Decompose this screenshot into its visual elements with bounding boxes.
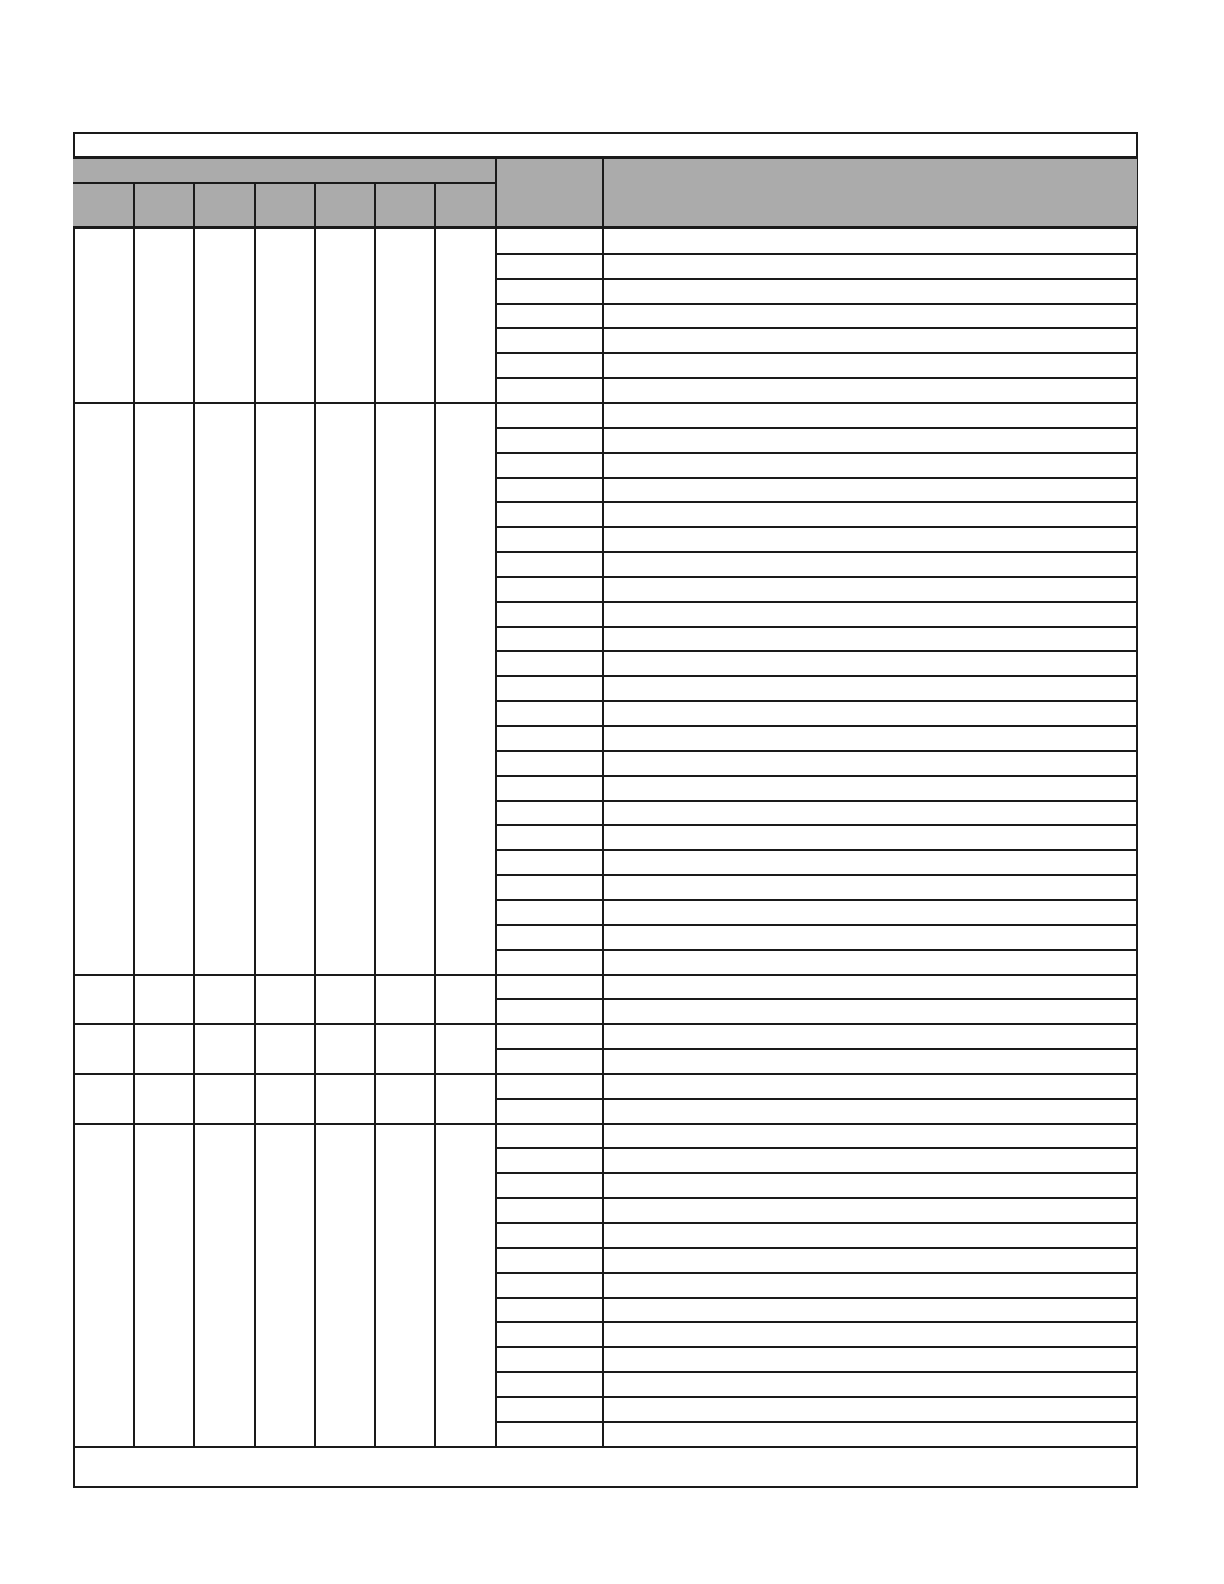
header-top-rule: [73, 157, 1137, 159]
row-rule: [495, 1371, 1137, 1373]
row-rule: [495, 1197, 1137, 1199]
column-divider: [602, 228, 604, 404]
column-divider: [602, 402, 604, 976]
column-divider: [193, 1073, 195, 1125]
form-footer: [75, 1444, 1136, 1486]
column-divider: [374, 402, 376, 976]
form-title: [75, 134, 1136, 158]
sub-column-divider: [254, 182, 256, 227]
row-rule: [495, 352, 1137, 354]
column-divider: [374, 228, 376, 404]
row-rule: [495, 924, 1137, 926]
column-divider: [495, 974, 497, 1026]
column-divider: [133, 974, 135, 1026]
row-rule: [495, 526, 1137, 528]
column-divider: [434, 1123, 436, 1448]
column-divider: [434, 228, 436, 404]
column-divider: [434, 974, 436, 1026]
column-divider: [193, 1123, 195, 1448]
column-divider: [602, 974, 604, 1026]
row-rule: [495, 800, 1137, 802]
column-divider: [495, 1073, 497, 1125]
row-rule: [495, 1247, 1137, 1249]
row-rule: [495, 1272, 1137, 1274]
column-divider: [374, 1123, 376, 1448]
column-divider: [254, 1073, 256, 1125]
row-rule: [495, 501, 1137, 503]
column-divider: [374, 974, 376, 1026]
column-divider: [133, 1123, 135, 1448]
group-rule: [73, 1023, 1137, 1025]
code-column-divider: [495, 157, 497, 227]
row-rule: [495, 775, 1137, 777]
column-divider: [374, 1073, 376, 1125]
row-rule: [495, 1421, 1137, 1423]
row-rule: [495, 253, 1137, 255]
row-rule: [495, 626, 1137, 628]
column-divider: [254, 974, 256, 1026]
column-divider: [254, 1123, 256, 1448]
row-rule: [495, 452, 1137, 454]
sub-column-divider: [133, 182, 135, 227]
row-rule: [495, 427, 1137, 429]
group-rule: [73, 1123, 1137, 1125]
column-divider: [314, 974, 316, 1026]
column-divider: [374, 1023, 376, 1075]
row-rule: [495, 1222, 1137, 1224]
column-divider: [602, 1023, 604, 1075]
column-divider: [133, 228, 135, 404]
row-rule: [495, 750, 1137, 752]
column-divider: [193, 228, 195, 404]
group-rule: [73, 402, 1137, 404]
row-rule: [495, 278, 1137, 280]
row-rule: [495, 601, 1137, 603]
row-rule: [495, 1098, 1137, 1100]
column-divider: [133, 402, 135, 976]
row-rule: [495, 1147, 1137, 1149]
column-divider: [314, 1023, 316, 1075]
row-rule: [495, 327, 1137, 329]
row-rule: [495, 874, 1137, 876]
column-divider: [254, 402, 256, 976]
column-divider: [495, 1123, 497, 1448]
row-rule: [495, 576, 1137, 578]
column-divider: [314, 228, 316, 404]
description-column-divider: [602, 157, 604, 227]
sub-header-rule: [73, 182, 495, 184]
row-rule: [495, 675, 1137, 677]
group-rule: [73, 1073, 1137, 1075]
column-divider: [434, 1073, 436, 1125]
row-rule: [495, 1346, 1137, 1348]
group-rule: [73, 974, 1137, 976]
row-rule: [495, 1172, 1137, 1174]
header-band: [73, 157, 1137, 227]
row-rule: [495, 1048, 1137, 1050]
column-divider: [314, 1123, 316, 1448]
row-rule: [495, 949, 1137, 951]
row-rule: [495, 303, 1137, 305]
row-rule: [495, 849, 1137, 851]
column-divider: [133, 1023, 135, 1075]
row-rule: [495, 725, 1137, 727]
column-divider: [133, 1073, 135, 1125]
row-rule: [495, 1396, 1137, 1398]
column-divider: [434, 402, 436, 976]
column-divider: [314, 402, 316, 976]
column-divider: [193, 402, 195, 976]
sub-column-divider: [434, 182, 436, 227]
form-frame: [73, 132, 1138, 1488]
row-rule: [495, 650, 1137, 652]
column-divider: [254, 228, 256, 404]
column-divider: [193, 974, 195, 1026]
row-rule: [495, 824, 1137, 826]
row-rule: [495, 700, 1137, 702]
sub-column-divider: [193, 182, 195, 227]
column-divider: [314, 1073, 316, 1125]
column-divider: [434, 1023, 436, 1075]
column-divider: [495, 228, 497, 404]
row-rule: [495, 377, 1137, 379]
row-rule: [495, 1297, 1137, 1299]
row-rule: [495, 1321, 1137, 1323]
header-bottom-rule: [73, 226, 1137, 229]
group-rule: [73, 1446, 1137, 1448]
column-divider: [254, 1023, 256, 1075]
column-divider: [602, 1073, 604, 1125]
column-divider: [193, 1023, 195, 1075]
column-divider: [602, 1123, 604, 1448]
sub-column-divider: [314, 182, 316, 227]
column-divider: [495, 1023, 497, 1075]
column-divider: [495, 402, 497, 976]
sub-column-divider: [374, 182, 376, 227]
row-rule: [495, 477, 1137, 479]
row-rule: [495, 551, 1137, 553]
row-rule: [495, 899, 1137, 901]
row-rule: [495, 998, 1137, 1000]
